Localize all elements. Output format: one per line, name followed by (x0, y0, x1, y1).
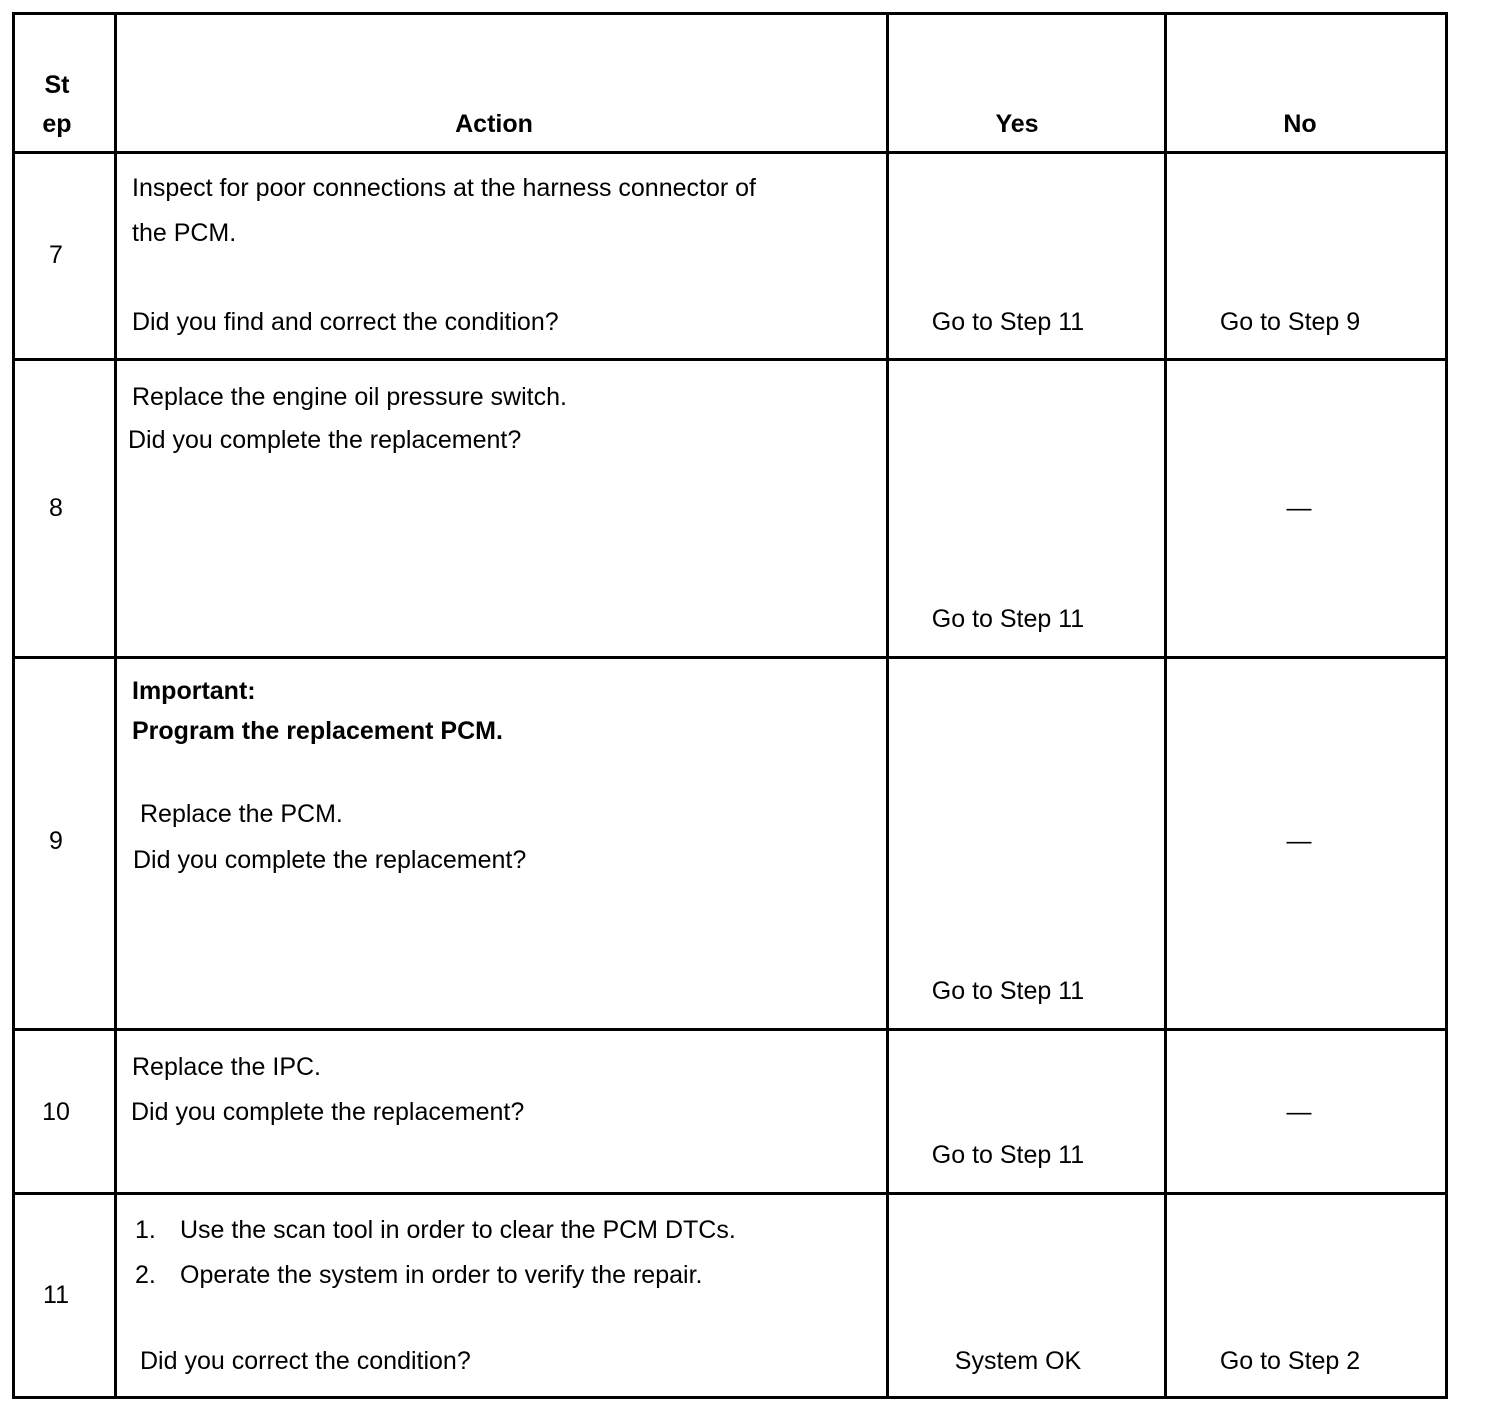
row-divider (12, 656, 1448, 659)
action-text: the PCM. (132, 219, 237, 247)
row-divider (12, 151, 1448, 154)
row-divider (12, 358, 1448, 361)
no-result: Go to Step 2 (1219, 1347, 1361, 1375)
no-result: — (1286, 494, 1312, 522)
table-border-top (12, 12, 1448, 15)
step-number: 7 (49, 241, 63, 269)
yes-result: Go to Step 11 (931, 605, 1085, 633)
question-text: Did you correct the condition? (140, 1347, 471, 1375)
list-item: Use the scan tool in order to clear the PCM DTCs. (180, 1216, 736, 1244)
action-text: Replace the IPC. (132, 1053, 321, 1081)
action-text: Inspect for poor connections at the harness connector of (132, 174, 756, 202)
important-label: Important: (132, 677, 256, 705)
table-border-right (1445, 12, 1448, 1399)
row-divider (12, 1028, 1448, 1031)
action-text: Replace the PCM. (140, 800, 343, 828)
table-border-bottom (12, 1396, 1448, 1399)
yes-result: Go to Step 11 (931, 308, 1085, 336)
column-divider (1164, 12, 1167, 1399)
step-number: 8 (49, 494, 63, 522)
yes-result: Go to Step 11 (931, 1141, 1085, 1169)
action-text: Replace the engine oil pressure switch. (132, 383, 567, 411)
step-number: 9 (49, 827, 63, 855)
header-step-line2: ep (42, 110, 72, 138)
step-number: 10 (42, 1098, 70, 1126)
question-text: Did you complete the replacement? (128, 426, 522, 454)
question-text: Did you complete the replacement? (133, 846, 527, 874)
question-text: Did you find and correct the condition? (132, 308, 559, 336)
list-item: Operate the system in order to verify the repair. (180, 1261, 703, 1289)
list-number: 1. (135, 1216, 156, 1244)
important-text: Program the replacement PCM. (132, 717, 503, 745)
header-no: No (1283, 110, 1317, 138)
header-yes: Yes (995, 110, 1039, 138)
row-divider (12, 1192, 1448, 1195)
step-number: 11 (43, 1281, 69, 1309)
no-result: — (1286, 1098, 1312, 1126)
diagnostic-table (12, 12, 1448, 1399)
question-text: Did you complete the replacement? (131, 1098, 525, 1126)
yes-result: Go to Step 11 (931, 977, 1085, 1005)
no-result: Go to Step 9 (1219, 308, 1361, 336)
header-action: Action (455, 110, 533, 138)
table-border-left (12, 12, 15, 1399)
yes-result: System OK (954, 1347, 1082, 1375)
column-divider (114, 12, 117, 1399)
list-number: 2. (135, 1261, 156, 1289)
column-divider (886, 12, 889, 1399)
header-step-line1: St (44, 71, 70, 99)
no-result: — (1286, 827, 1312, 855)
